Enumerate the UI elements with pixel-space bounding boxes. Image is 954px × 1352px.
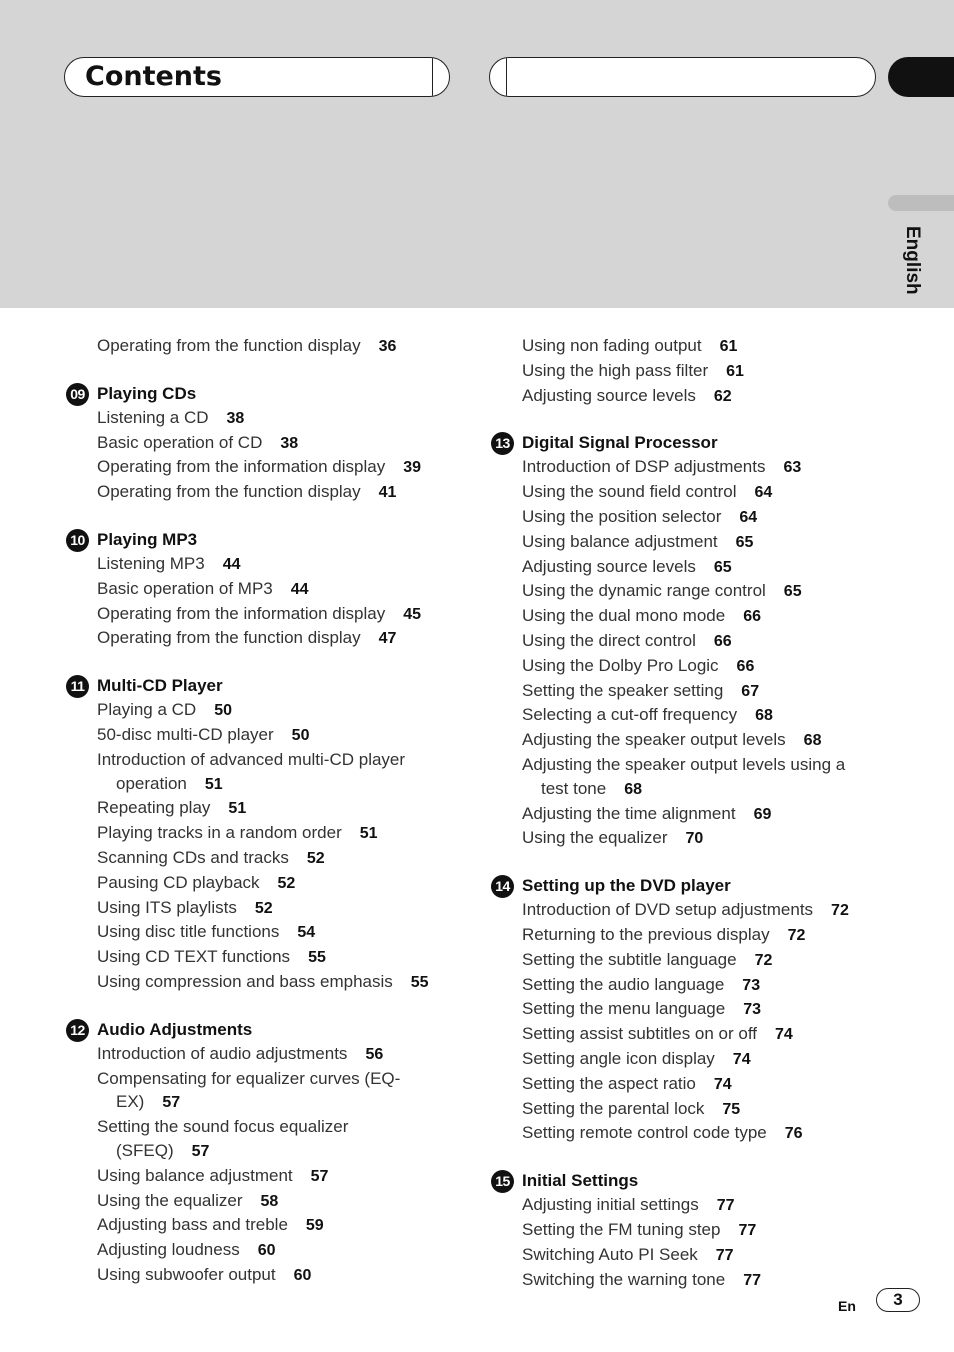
toc-entry-text: Using the Dolby Pro Logic [522,655,719,675]
toc-entry[interactable] [64,945,474,970]
toc-entry-page: 65 [713,558,732,576]
toc-entry-text: Using the sound field control [522,482,737,502]
toc-entry[interactable] [489,654,899,679]
section-title: Digital Signal Processor [522,433,718,453]
toc-entry-page: 36 [378,338,397,355]
toc-entry-page: 75 [722,1100,741,1118]
toc-section [489,431,899,851]
toc-section [489,334,899,408]
toc-entry[interactable] [64,896,474,921]
toc-entry-continuation [97,1139,474,1164]
toc-entry[interactable] [489,1218,899,1243]
toc-entry-page: 72 [754,951,773,969]
toc-entry[interactable] [64,406,474,431]
toc-entry-text: 50-disc multi-CD player [97,724,274,744]
toc-entry-page: 66 [713,632,732,650]
toc-entry-page: 72 [831,902,849,920]
toc-entry-text: Setting the parental lock [522,1098,705,1118]
title-box [64,57,450,97]
toc-entry-text: Switching the warning tone [522,1269,726,1289]
toc-entry-page: 63 [783,459,802,477]
toc-entry-page: 55 [410,973,429,991]
section-heading [64,382,474,406]
toc-entry-page: 50 [291,726,310,744]
toc-entry-page: 72 [787,926,806,944]
toc-section [64,334,474,359]
toc-entry[interactable] [64,796,474,821]
toc-entry[interactable] [489,1243,899,1268]
toc-entry-text: Setting the speaker setting [522,680,724,700]
section-title: Playing CDs [97,383,197,403]
toc-entry[interactable] [489,604,899,629]
toc-entry-text: Returning to the previous display [522,924,770,944]
toc-entry-page: 51 [359,825,378,843]
toc-entry-page: 70 [685,830,704,848]
toc-entry[interactable] [64,552,474,577]
toc-entry-page: 44 [290,580,309,598]
toc-entry[interactable] [64,334,474,359]
toc-entry-text: Adjusting the speaker output levels using a [522,754,846,774]
toc-entry[interactable] [489,384,899,409]
toc-entry[interactable] [489,480,899,505]
toc-entry[interactable] [489,1097,899,1122]
toc-entry-page: 50 [214,702,233,720]
toc-entry-page: 67 [741,682,760,700]
toc-entry-continuation-text: (SFEQ) [116,1140,174,1160]
section-number-badge: 15 [491,1170,514,1193]
section-number-badge: 11 [66,675,89,698]
blank-header-box [489,57,876,97]
toc-entry-page: 64 [739,508,758,526]
language-tab [900,226,924,306]
toc-entry-text: Adjusting the time alignment [522,803,736,823]
toc-entry-text: Scanning CDs and tracks [97,847,289,867]
toc-entry-page: 69 [753,805,772,823]
toc-entry[interactable] [489,555,899,580]
toc-entry-text: Using disc title functions [97,922,280,942]
section-number-badge: 10 [66,529,89,552]
toc-entry[interactable] [489,802,899,827]
toc-entry-text: Setting remote control code type [522,1123,767,1143]
toc-entry[interactable] [64,748,474,797]
toc-entry[interactable] [489,1022,899,1047]
toc-entry-page: 52 [306,849,325,867]
toc-entry-text: Listening MP3 [97,553,205,573]
toc-entry[interactable] [489,973,899,998]
toc-entry-text: Pausing CD playback [97,872,260,892]
toc-entry-text: Using the equalizer [522,828,668,848]
section-heading [489,874,899,898]
toc-entry-text: Setting the aspect ratio [522,1073,696,1093]
toc-entry-text: Operating from the function display [97,336,361,355]
toc-entry-page: 54 [297,924,316,942]
toc-entry-page: 41 [378,484,397,502]
toc-entry[interactable] [489,359,899,384]
toc-entry-page: 77 [743,1271,761,1289]
toc-entry-page: 59 [305,1217,324,1235]
toc-entry-text: Adjusting loudness [97,1240,240,1260]
toc-entry-text: Using non fading output [522,336,702,355]
toc-entry-page: 47 [378,630,397,648]
toc-entry-text: Adjusting source levels [522,556,696,576]
section-number-badge: 13 [491,432,514,455]
section-title: Playing MP3 [97,529,198,549]
page-title: Contents [85,61,223,92]
toc-entry-page: 76 [784,1125,803,1143]
toc-entry-text: Using the high pass filter [522,360,709,380]
section-number-badge: 09 [66,383,89,406]
toc-entry-text: Introduction of audio adjustments [97,1043,348,1063]
toc-entry-page: 57 [191,1142,210,1160]
toc-entry-text: Using CD TEXT functions [97,947,291,967]
toc-entry-text: Setting the subtitle language [522,949,737,969]
toc-entry-page: 56 [365,1045,384,1063]
toc-entry-page: 52 [277,874,296,892]
toc-entry[interactable] [64,1213,474,1238]
section-number-badge: 14 [491,875,514,898]
section-number-badge: 12 [66,1019,89,1042]
toc-entry[interactable] [489,703,899,728]
toc-entry[interactable] [489,1193,899,1218]
toc-entry-page: 68 [624,780,643,798]
toc-entry[interactable] [489,898,899,923]
toc-entry-text: Selecting a cut-off frequency [522,705,738,725]
toc-entry[interactable] [489,679,899,704]
title-box-divider [432,58,433,96]
language-tab-label: English [902,226,923,295]
toc-entry[interactable] [64,821,474,846]
toc-entry-text: Adjusting the speaker output levels [522,730,786,750]
toc-entry-page: 77 [715,1246,734,1264]
toc-entry-text: Introduction of advanced multi-CD player [97,749,406,769]
toc-entry-page: 77 [738,1221,757,1239]
toc-entry-page: 61 [726,362,744,380]
toc-section [64,382,474,505]
toc-entry-text: Using subwoofer output [97,1264,276,1284]
toc-entry[interactable] [64,698,474,723]
section-heading [64,674,474,698]
toc-entry[interactable] [64,723,474,748]
toc-entry[interactable] [489,629,899,654]
toc-right-column [489,334,899,1315]
toc-entry-text: Operating from the information display [97,457,386,477]
toc-entry-page: 58 [260,1192,279,1210]
section-heading [64,1018,474,1042]
toc-entry[interactable] [64,455,474,480]
toc-entry[interactable] [64,970,474,995]
blank-box-divider [506,58,507,96]
toc-entry[interactable] [64,1067,474,1116]
toc-entry-page: 77 [716,1197,735,1215]
language-tab-bar [888,195,954,211]
toc-entry-text: Using the dynamic range control [522,581,766,601]
black-section-tab [888,57,954,97]
toc-entry-text: Using the dual mono mode [522,606,726,626]
toc-entry[interactable] [64,480,474,505]
toc-entry-page: 64 [754,484,773,502]
toc-entry-page: 61 [719,338,738,355]
toc-entry-page: 55 [308,949,326,967]
toc-entry[interactable] [489,923,899,948]
toc-entry-text: Compensating for equalizer curves (EQ- [97,1068,401,1088]
toc-entry[interactable] [489,1121,899,1146]
section-title: Multi-CD Player [97,676,223,696]
toc-entry-text: Using balance adjustment [522,531,718,551]
toc-entry-page: 68 [755,707,773,725]
section-heading [64,528,474,552]
toc-entry-text: Operating from the function display [97,482,361,502]
toc-entry-page: 65 [783,583,802,601]
toc-entry-page: 52 [254,899,273,917]
section-heading [489,431,899,455]
header-band [0,0,954,308]
toc-entry-text: Introduction of DVD setup adjustments [522,900,814,920]
toc-entry[interactable] [64,846,474,871]
toc-entry-page: 68 [803,732,822,750]
section-heading [489,1169,899,1193]
toc-entry-page: 51 [204,775,223,793]
toc-entry-page: 38 [226,409,245,427]
toc-entry[interactable] [64,1238,474,1263]
toc-left-column [64,334,474,1311]
toc-entry-page: 60 [257,1242,276,1260]
toc-entry-text: Using the equalizer [97,1190,243,1210]
toc-entry-text: Setting the FM tuning step [522,1219,721,1239]
toc-entry-page: 73 [742,976,761,994]
toc-entry-page: 57 [162,1094,181,1112]
toc-entry[interactable] [489,1047,899,1072]
toc-entry-continuation [97,772,474,797]
toc-entry[interactable] [64,1263,474,1288]
toc-entry[interactable] [64,602,474,627]
section-title: Audio Adjustments [97,1019,253,1039]
toc-entry-page: 66 [736,657,755,675]
toc-entry-page: 39 [403,459,421,477]
toc-entry-text: Adjusting bass and treble [97,1215,288,1235]
toc-entry-continuation [97,1090,474,1115]
toc-entry-text: Operating from the function display [97,628,361,648]
toc-entry-text: Playing a CD [97,700,197,720]
toc-entry[interactable] [489,753,899,802]
section-title: Initial Settings [522,1171,639,1191]
toc-entry-page: 74 [774,1026,793,1044]
toc-entry-text: Adjusting source levels [522,385,696,405]
toc-section [64,674,474,995]
toc-entry[interactable] [489,997,899,1022]
toc-entry-text: Using balance adjustment [97,1165,293,1185]
toc-entry-page: 60 [293,1266,312,1284]
toc-entry-text: Setting assist subtitles on or off [522,1024,757,1044]
toc-entry-text: Setting the sound focus equalizer [97,1117,349,1137]
toc-entry-text: Adjusting initial settings [522,1195,699,1215]
toc-entry-text: Setting the menu language [522,999,726,1019]
toc-entry[interactable] [64,920,474,945]
toc-entry[interactable] [489,505,899,530]
toc-section [64,528,474,651]
toc-entry-continuation [522,777,899,802]
toc-entry[interactable] [64,1115,474,1164]
toc-entry-text: Playing tracks in a random order [97,823,342,843]
section-title: Setting up the DVD player [522,876,731,896]
toc-entry[interactable] [489,1072,899,1097]
toc-entry-text: Using the position selector [522,506,722,526]
toc-entry-continuation-text: EX) [116,1092,145,1112]
toc-entry-page: 65 [735,533,754,551]
toc-entry[interactable] [489,334,899,359]
toc-entry-text: Operating from the information display [97,603,386,623]
toc-entry[interactable] [489,728,899,753]
toc-entry-page: 73 [743,1001,762,1019]
toc-entry[interactable] [489,579,899,604]
toc-entry-text: Basic operation of MP3 [97,578,273,598]
toc-entry[interactable] [489,1268,899,1293]
toc-entry[interactable] [64,871,474,896]
toc-entry[interactable] [64,626,474,651]
page-number: 3 [876,1288,920,1312]
toc-entry-page: 44 [222,555,241,573]
toc-entry-page: 57 [310,1167,329,1185]
footer-language: En [838,1298,856,1314]
toc-entry-continuation-text: operation [116,773,187,793]
toc-entry-text: Using ITS playlists [97,897,237,917]
toc-entry[interactable] [64,431,474,456]
toc-section [489,1169,899,1292]
toc-entry-page: 45 [403,605,421,623]
toc-entry-text: Basic operation of CD [97,432,263,452]
toc-entry-page: 38 [280,434,299,452]
toc-entry[interactable] [64,577,474,602]
toc-section [489,874,899,1146]
toc-entry-continuation-text: test tone [541,778,607,798]
toc-entry-text: Using the direct control [522,630,696,650]
toc-entry[interactable] [64,1042,474,1067]
toc-entry-text: Using compression and bass emphasis [97,971,393,991]
toc-entry-page: 66 [743,608,761,626]
toc-entry[interactable] [489,826,899,851]
toc-entry-page: 62 [713,387,732,405]
toc-entry-text: Setting angle icon display [522,1048,715,1068]
toc-entry[interactable] [489,948,899,973]
toc-entry-text: Setting the audio language [522,974,725,994]
toc-entry-text: Introduction of DSP adjustments [522,457,766,477]
toc-entry[interactable] [489,455,899,480]
toc-entry[interactable] [489,530,899,555]
toc-entry[interactable] [64,1189,474,1214]
toc-entry-text: Listening a CD [97,407,209,427]
toc-section [64,1018,474,1288]
toc-entry-page: 74 [732,1050,751,1068]
toc-entry-page: 74 [713,1075,732,1093]
toc-entry-text: Repeating play [97,798,211,818]
toc-entry[interactable] [64,1164,474,1189]
toc-entry-page: 51 [228,800,247,818]
toc-entry-text: Switching Auto PI Seek [522,1244,698,1264]
